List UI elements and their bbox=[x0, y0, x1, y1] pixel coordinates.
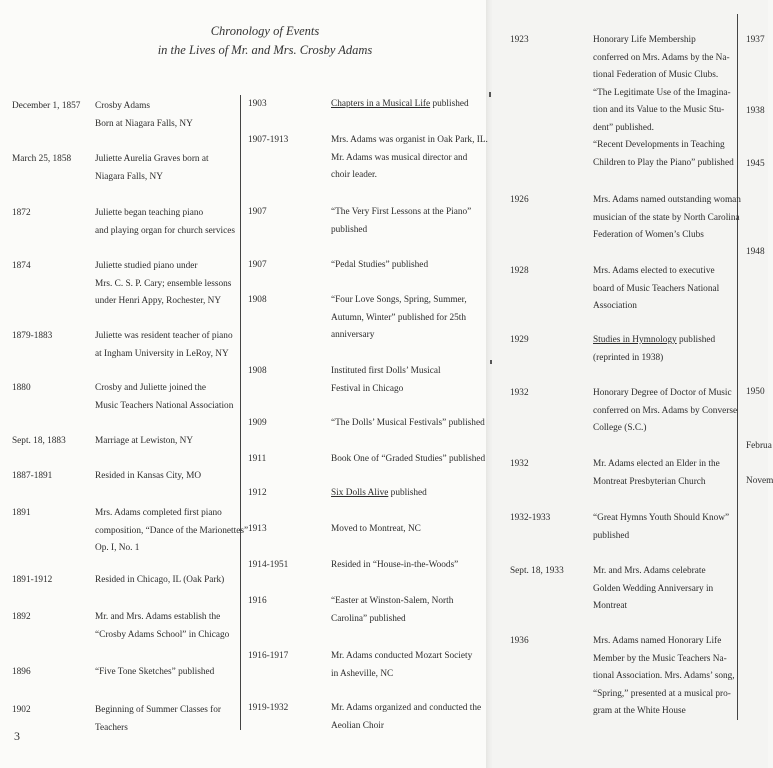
entry-line: published bbox=[331, 224, 368, 235]
entry-line: gram at the White House bbox=[593, 706, 686, 716]
entry-date: 1872 bbox=[12, 208, 31, 218]
entry-line: Mrs. Adams was organist in Oak Park, IL. bbox=[331, 135, 488, 145]
entry-line: Honorary Degree of Doctor of Music bbox=[593, 388, 732, 398]
entry-line: Resided in Chicago, IL (Oak Park) bbox=[95, 575, 225, 585]
entry-line: Music Teachers National Association bbox=[95, 400, 234, 411]
entry-line: Beginning of Summer Classes for bbox=[95, 705, 222, 715]
entry-line: Mr. Adams conducted Mozart Society bbox=[331, 651, 473, 661]
entry-line: in Asheville, NC bbox=[331, 668, 394, 679]
entry-date: 1879-1883 bbox=[12, 331, 53, 341]
entry-description bbox=[95, 572, 224, 590]
entry-line: tion and its Value to the Music Stu- bbox=[593, 105, 725, 115]
entry-line: Aeolian Choir bbox=[331, 720, 384, 731]
page-gutter bbox=[486, 0, 492, 768]
entry-date: 1932 bbox=[510, 388, 529, 398]
entry-line: College (S.C.) bbox=[593, 423, 647, 433]
entry-date: 1926 bbox=[510, 195, 529, 205]
entry-date: 1908 bbox=[248, 295, 267, 305]
entry-line: “Pedal Studies” published bbox=[331, 260, 429, 270]
entry-line: Studies in Hymnology published bbox=[593, 335, 716, 345]
entry-description bbox=[331, 700, 481, 735]
entry-line: Crosby Adams bbox=[95, 101, 151, 111]
entry-date: 1903 bbox=[248, 99, 267, 109]
entry-date: Sept. 18, 1933 bbox=[510, 566, 564, 576]
entry-date: 1907-1913 bbox=[248, 135, 289, 145]
entry-description bbox=[593, 192, 741, 245]
entry-line: Mrs. Adams named Honorary Life bbox=[593, 636, 722, 646]
entry-description bbox=[95, 468, 201, 486]
entry-line: Juliette began teaching piano bbox=[95, 208, 204, 218]
entry-date: 1950 bbox=[746, 387, 765, 397]
entry-description bbox=[95, 98, 193, 133]
entry-line: Resided in Kansas City, MO bbox=[95, 471, 202, 481]
entry-line: Montreat Presbyterian Church bbox=[593, 476, 706, 487]
entry-line: Montreat bbox=[593, 601, 628, 611]
entry-line: Mrs. Adams elected to executive bbox=[593, 266, 715, 276]
entry-line: “The Very First Lessons at the Piano” bbox=[331, 207, 472, 217]
entry-date: 1916 bbox=[248, 596, 267, 606]
entry-description bbox=[95, 702, 221, 737]
page-number: 3 bbox=[14, 729, 20, 743]
entry-line: Carolina” published bbox=[331, 613, 406, 624]
entry-line: (reprinted in 1938) bbox=[593, 352, 664, 363]
entry-description bbox=[331, 257, 428, 275]
entry-date: 1887-1891 bbox=[12, 471, 53, 481]
entry-date: 1916-1917 bbox=[248, 651, 289, 661]
entry-line: at Ingham University in LeRoy, NY bbox=[95, 348, 229, 359]
entry-line: Member by the Music Teachers Na- bbox=[593, 653, 727, 664]
entry-line: Mr. Adams elected an Elder in the bbox=[593, 459, 720, 469]
entry-date: Februa bbox=[746, 441, 772, 451]
entry-line: anniversary bbox=[331, 330, 375, 340]
publication-title: Six Dolls Alive bbox=[331, 488, 389, 498]
entry-line: Crosby and Juliette joined the bbox=[95, 383, 207, 393]
entry-description bbox=[331, 593, 453, 628]
entry-line: “Five Tone Sketches” published bbox=[95, 667, 215, 677]
entry-line: tional Association. Mrs. Adams’ song, bbox=[593, 671, 735, 681]
entry-date: 1937 bbox=[746, 35, 765, 45]
entry-description bbox=[593, 263, 719, 316]
entry-line: “The Dolls’ Musical Festivals” published bbox=[331, 418, 485, 428]
entry-date: 1945 bbox=[746, 159, 765, 169]
column-divider-2 bbox=[737, 14, 738, 720]
entry-date: 1936 bbox=[510, 636, 529, 646]
entry-date: 1892 bbox=[12, 612, 31, 622]
entry-line: tional Federation of Music Clubs. bbox=[593, 70, 719, 80]
entry-date: 1923 bbox=[510, 35, 529, 45]
entry-description bbox=[331, 363, 441, 398]
entry-line: Association bbox=[593, 301, 637, 311]
entry-line: “Easter at Winston-Salem, North bbox=[331, 596, 454, 606]
entry-line: Autumn, Winter” published for 25th bbox=[331, 312, 467, 323]
column-divider-1 bbox=[240, 95, 241, 730]
entry-description bbox=[331, 96, 469, 114]
entry-line: choir leader. bbox=[331, 170, 377, 180]
entry-line: Juliette Aurelia Graves born at bbox=[95, 154, 209, 164]
entry-description bbox=[593, 510, 729, 545]
entry-description bbox=[331, 648, 472, 683]
entry-line: “The Legitimate Use of the Imagina- bbox=[593, 87, 731, 98]
entry-line: Mrs. Adams completed first piano bbox=[95, 508, 222, 518]
entry-description bbox=[95, 505, 248, 558]
entry-description bbox=[331, 132, 488, 185]
entry-description bbox=[593, 385, 737, 438]
entry-line: Golden Wedding Anniversary in bbox=[593, 583, 714, 594]
entry-line: Festival in Chicago bbox=[331, 383, 404, 394]
entry-line: conferred on Mrs. Adams by Converse bbox=[593, 405, 738, 416]
entry-date: 1911 bbox=[248, 454, 267, 464]
entry-date: 1938 bbox=[746, 106, 765, 116]
entry-line: “Spring,” presented at a musical pro- bbox=[593, 688, 731, 699]
entry-line: Instituted first Dolls’ Musical bbox=[331, 366, 441, 376]
entry-date: 1932 bbox=[510, 459, 529, 469]
entry-line: Juliette was resident teacher of piano bbox=[95, 331, 233, 341]
entry-line: board of Music Teachers National bbox=[593, 283, 720, 294]
page-title bbox=[140, 22, 390, 60]
entry-line: Mr. Adams was musical director and bbox=[331, 152, 468, 163]
entry-date: 1880 bbox=[12, 383, 31, 393]
entry-description bbox=[95, 328, 233, 363]
entry-description bbox=[95, 433, 193, 451]
entry-date: 1948 bbox=[746, 247, 765, 257]
entry-line: and playing organ for church services bbox=[95, 225, 236, 236]
entry-line: Mr. and Mrs. Adams celebrate bbox=[593, 566, 706, 576]
entry-line: “Crosby Adams School” in Chicago bbox=[95, 629, 230, 640]
entry-date: December 1, 1857 bbox=[12, 101, 81, 111]
entry-line: musician of the state by North Carolina bbox=[593, 212, 740, 223]
entry-date: 1914-1951 bbox=[248, 560, 289, 570]
publication-title: Chapters in a Musical Life bbox=[331, 99, 431, 109]
entry-line: Resided in “House-in-the-Woods” bbox=[331, 560, 459, 570]
entry-description bbox=[331, 415, 485, 433]
entry-date: 1909 bbox=[248, 418, 267, 428]
entry-line: Marriage at Lewiston, NY bbox=[95, 436, 194, 446]
entry-line: Mr. and Mrs. Adams establish the bbox=[95, 612, 221, 622]
entry-line: Six Dolls Alive published bbox=[331, 488, 427, 498]
entry-line: Mr. Adams organized and conducted the bbox=[331, 703, 482, 713]
entry-date: 1929 bbox=[510, 335, 529, 345]
entry-description bbox=[95, 664, 214, 682]
entry-date: 1891-1912 bbox=[12, 575, 53, 585]
entry-line: “Four Love Songs, Spring, Summer, bbox=[331, 295, 467, 305]
entry-description bbox=[95, 205, 235, 240]
entry-description bbox=[593, 633, 735, 721]
entry-date: 1912 bbox=[248, 488, 267, 498]
entry-line: Chapters in a Musical Life published bbox=[331, 99, 469, 109]
entry-description bbox=[95, 380, 233, 415]
entry-line: under Henri Appy, Rochester, NY bbox=[95, 296, 222, 306]
entry-description bbox=[593, 332, 715, 367]
entry-description bbox=[593, 32, 734, 172]
entry-line: Teachers bbox=[95, 722, 128, 733]
title-line-2: in the Lives of Mr. and Mrs. Crosby Adams bbox=[157, 43, 373, 57]
entry-line: composition, “Dance of the Marionettes” bbox=[95, 525, 249, 536]
entry-description bbox=[95, 609, 229, 644]
entry-description bbox=[331, 292, 467, 345]
entry-description bbox=[95, 151, 209, 186]
entry-date: 1896 bbox=[12, 667, 31, 677]
entry-line: Mrs. C. S. P. Cary; ensemble lessons bbox=[95, 278, 232, 289]
entry-line: Op. I, No. 1 bbox=[95, 543, 140, 553]
entry-description bbox=[331, 485, 427, 503]
entry-date: 1874 bbox=[12, 261, 31, 271]
entry-date: March 25, 1858 bbox=[12, 154, 72, 164]
entry-date: 1908 bbox=[248, 366, 267, 376]
entry-date: 1913 bbox=[248, 524, 267, 534]
title-line-1: Chronology of Events bbox=[210, 24, 320, 38]
entry-date: Novem bbox=[746, 476, 773, 486]
entry-date: 1902 bbox=[12, 705, 31, 715]
entry-line: conferred on Mrs. Adams by the Na- bbox=[593, 52, 730, 63]
entry-line: Children to Play the Piano” published bbox=[593, 157, 734, 168]
entry-line: Juliette studied piano under bbox=[95, 261, 198, 271]
entry-description bbox=[593, 563, 713, 616]
entry-line: “Great Hymns Youth Should Know” bbox=[593, 513, 730, 523]
entry-description bbox=[331, 521, 421, 539]
entry-description bbox=[331, 204, 471, 239]
margin-mark bbox=[489, 92, 491, 97]
publication-title: Studies in Hymnology bbox=[593, 335, 677, 345]
entry-line: Niagara Falls, NY bbox=[95, 171, 163, 182]
entry-date: 1919-1932 bbox=[248, 703, 289, 713]
entry-date: 1907 bbox=[248, 260, 267, 270]
entry-date: 1891 bbox=[12, 508, 31, 518]
entry-description bbox=[95, 258, 231, 311]
entry-date: 1907 bbox=[248, 207, 267, 217]
entry-line: Book One of “Graded Studies” published bbox=[331, 454, 486, 464]
entry-description bbox=[331, 451, 485, 469]
margin-mark bbox=[490, 360, 492, 364]
entry-line: Moved to Montreat, NC bbox=[331, 524, 421, 534]
entry-line: dent” published. bbox=[593, 122, 654, 133]
entry-date: 1932-1933 bbox=[510, 513, 551, 523]
entry-description bbox=[331, 557, 458, 575]
entry-line: Born at Niagara Falls, NY bbox=[95, 118, 193, 129]
entry-date: Sept. 18, 1883 bbox=[12, 436, 66, 446]
entry-line: Mrs. Adams named outstanding woman bbox=[593, 195, 741, 205]
entry-line: Federation of Women’s Clubs bbox=[593, 230, 704, 240]
entry-description bbox=[593, 456, 720, 491]
entry-line: “Recent Developments in Teaching bbox=[593, 140, 725, 150]
entry-line: published bbox=[593, 530, 630, 541]
entry-date: 1928 bbox=[510, 266, 529, 276]
entry-line: Honorary Life Membership bbox=[593, 35, 696, 45]
